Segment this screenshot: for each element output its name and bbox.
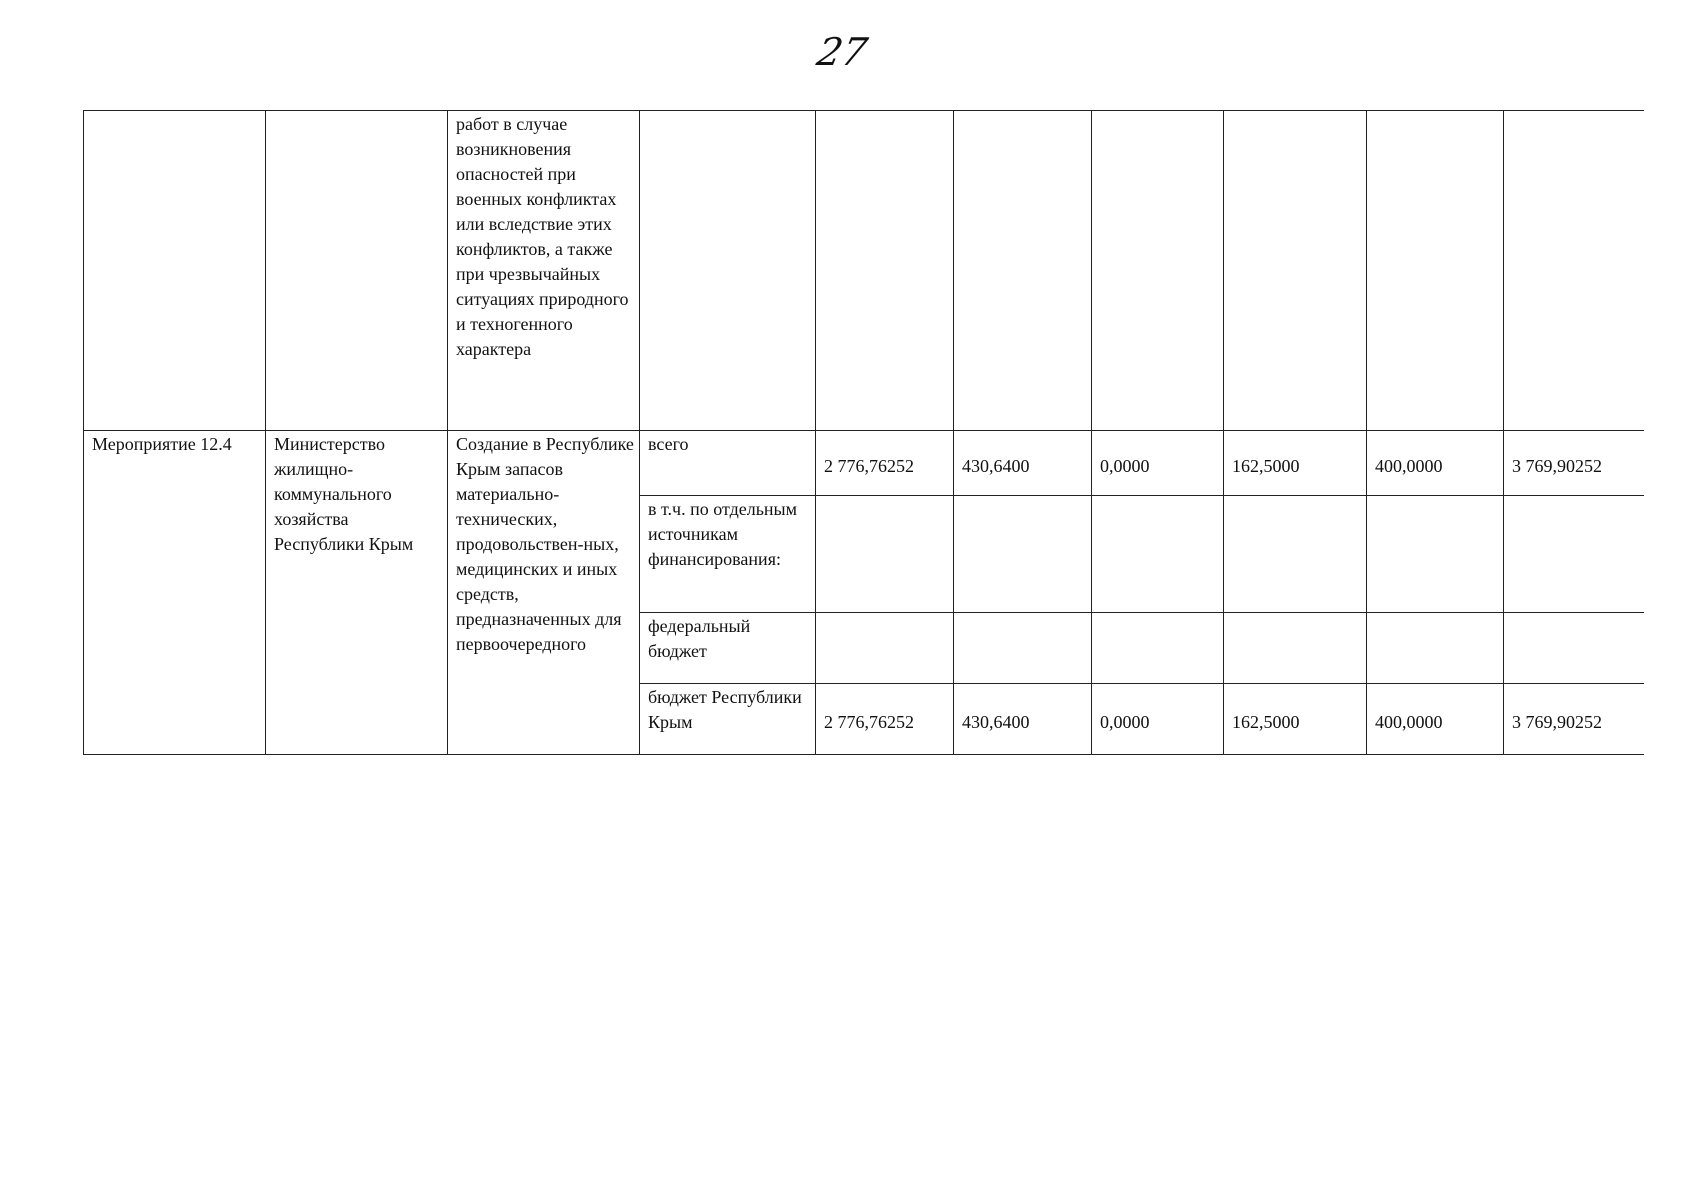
value-cell <box>1092 496 1224 613</box>
empty-cell <box>1367 111 1504 431</box>
empty-cell <box>266 111 448 431</box>
value-cell <box>954 613 1092 684</box>
value-cell: 400,0000 <box>1367 431 1504 496</box>
value-cell: 162,5000 <box>1224 684 1367 755</box>
empty-cell <box>1504 111 1644 431</box>
empty-cell <box>640 111 816 431</box>
continuation-row <box>84 111 1644 431</box>
value-cell <box>954 496 1092 613</box>
value-cell <box>1092 613 1224 684</box>
value-cell: 0,0000 <box>1092 684 1224 755</box>
value-cell: 3 769,90252 <box>1504 684 1644 755</box>
empty-cell <box>1092 111 1224 431</box>
value-cell <box>1367 496 1504 613</box>
source-label: в т.ч. по отдельным источникам финансирования: <box>640 496 816 613</box>
value-cell: 2 776,76252 <box>816 684 954 755</box>
value-cell: 3 769,90252 <box>1504 431 1644 496</box>
value-cell: 2 776,76252 <box>816 431 954 496</box>
value-cell <box>1504 613 1644 684</box>
measure-name: Мероприятие 12.4 <box>84 431 266 755</box>
empty-cell <box>816 111 954 431</box>
empty-cell <box>1224 111 1367 431</box>
value-cell <box>1504 496 1644 613</box>
value-cell <box>1367 613 1504 684</box>
value-cell <box>816 613 954 684</box>
source-label: федеральный бюджет <box>640 613 816 684</box>
empty-cell <box>84 111 266 431</box>
value-cell <box>1224 496 1367 613</box>
funding-table <box>83 110 1644 755</box>
source-label: всего <box>640 431 816 496</box>
measure-executor: Министерство жилищно-коммунального хозяйства Республики Крым <box>266 431 448 755</box>
value-cell: 400,0000 <box>1367 684 1504 755</box>
source-label: бюджет Республики Крым <box>640 684 816 755</box>
continuation-text: работ в случае возникновения опасностей при военных конфликтах или вследствие этих конфликтов, а также при чрезвычайных ситуациях природного и техногенного характера <box>448 111 640 431</box>
empty-cell <box>954 111 1092 431</box>
value-cell: 430,6400 <box>954 431 1092 496</box>
page-number: 27 <box>813 30 872 74</box>
table-row <box>84 431 1644 496</box>
measure-description: Создание в Республике Крым запасов материально-технических, продовольствен-ных, медицинских и иных средств, предназначенных для первоочередного <box>448 431 640 755</box>
value-cell: 0,0000 <box>1092 431 1224 496</box>
value-cell: 162,5000 <box>1224 431 1367 496</box>
value-cell: 430,6400 <box>954 684 1092 755</box>
value-cell <box>816 496 954 613</box>
value-cell <box>1224 613 1367 684</box>
